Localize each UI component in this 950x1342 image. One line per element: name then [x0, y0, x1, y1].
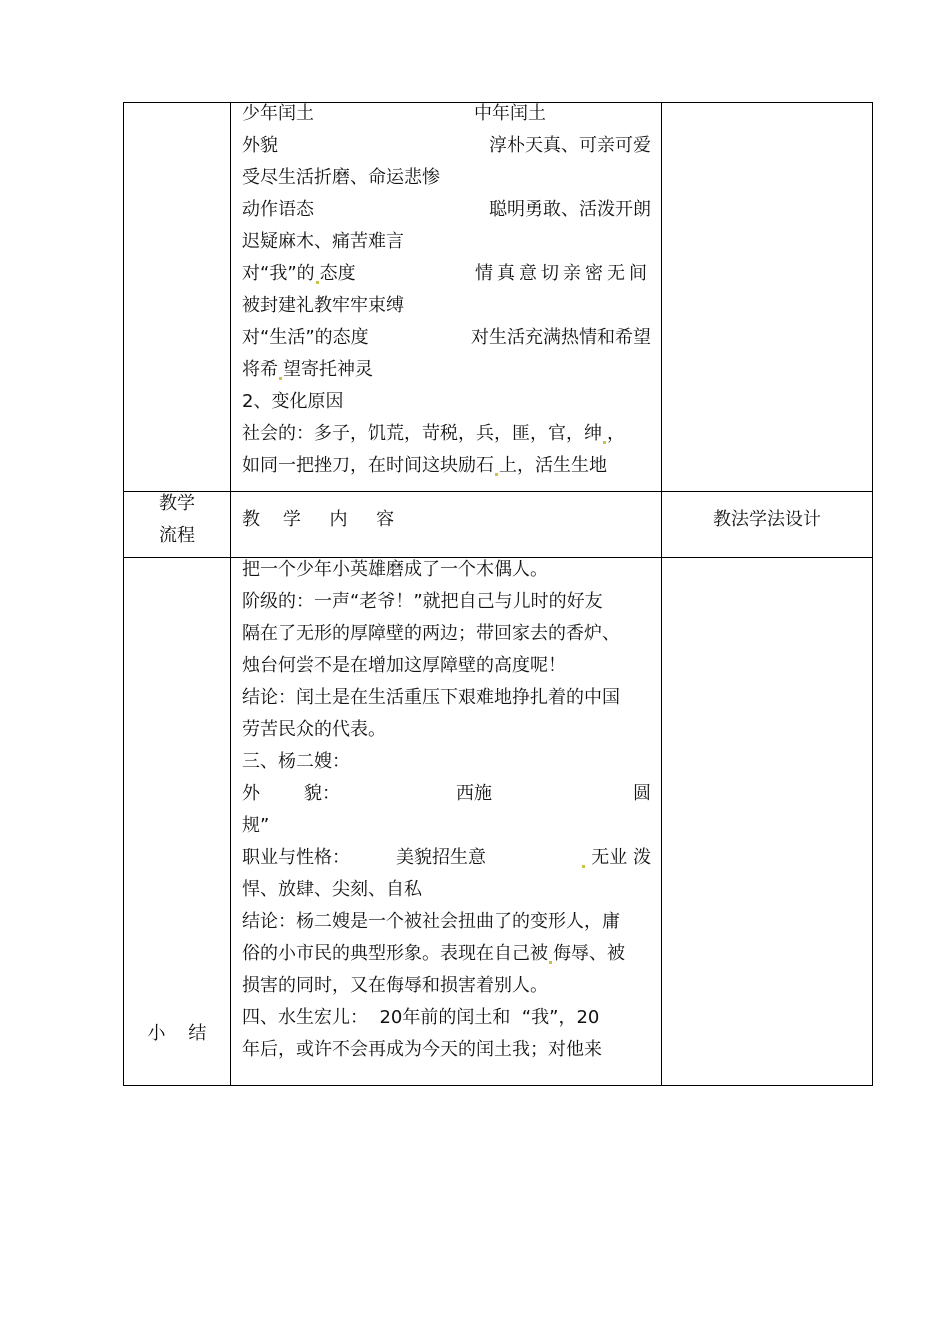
text-fragment: ，	[607, 423, 625, 444]
text-line: 规”	[242, 815, 270, 836]
header-flow-cell	[124, 488, 230, 552]
flow-label: 流程	[159, 525, 195, 546]
text-line: 把一个少年小英雄磨成了一个木偶人。	[242, 559, 548, 580]
text-line: 隔在了无形的厚障壁的两边；带回家去的香炉、	[242, 623, 620, 644]
design-heading: 教法学法设计	[713, 509, 821, 530]
text-line	[242, 98, 651, 130]
text-line	[242, 258, 651, 290]
text-line	[242, 778, 651, 810]
text-line: 年后，或许不会再成为今天的闰土我；对他来	[242, 1039, 602, 1060]
text-fragment: 如同一把挫刀，在时间这块励石	[242, 455, 494, 476]
text-fragment: 侮辱、被	[553, 943, 625, 964]
text-line	[242, 194, 651, 226]
text-line: 烛台何尝不是在增加这厚障壁的高度呢！	[242, 655, 566, 676]
column-divider-2	[661, 102, 662, 1086]
text-fragment: 淳朴天真、可亲可爱	[489, 135, 651, 156]
text-line: 损害的同时，又在侮辱和损害着别人。	[242, 975, 548, 996]
text-fragment: 美貌招生意	[396, 847, 486, 868]
marker-dot	[549, 961, 552, 964]
text-line: 四、水生宏儿： 20年前的闰土和 “我”，20	[242, 1007, 600, 1028]
text-fragment: 对生活充满热情和希望	[471, 327, 651, 348]
text-line	[242, 938, 651, 970]
top-content-cell	[242, 98, 651, 482]
text-fragment: 少年闰土	[242, 103, 314, 124]
text-line	[242, 842, 651, 874]
text-line: 迟疑麻木、痛苦难言	[242, 231, 404, 252]
text-fragment: 对“生活”的态度	[242, 327, 369, 348]
marker-dot	[582, 865, 585, 868]
text-line	[242, 418, 651, 450]
text-line	[242, 130, 651, 162]
text-line: 结论：杨二嫂是一个被社会扭曲了的变形人，庸	[242, 911, 620, 932]
text-fragment: 态度	[319, 263, 356, 284]
text-fragment: 上，活生生地	[499, 455, 607, 476]
bottom-content-cell	[242, 554, 651, 1066]
text-fragment: 望寄托神灵	[283, 359, 373, 380]
text-line: 受尽生活折磨、命运悲惨	[242, 167, 440, 188]
marker-dot	[495, 473, 498, 476]
marker-dot	[279, 377, 282, 380]
text-line: 2、变化原因	[242, 391, 344, 412]
summary-cell	[124, 1018, 230, 1050]
marker-dot	[603, 441, 606, 444]
table-bottom-border	[123, 1085, 873, 1086]
text-line: 结论：闰土是在生活重压下艰难地挣扎着的中国	[242, 687, 620, 708]
text-line: 悍、放肆、尖刻、自私	[242, 879, 422, 900]
text-line: 三、杨二嫂：	[242, 751, 350, 772]
header-top-border	[123, 491, 873, 492]
text-fragment: 对“我”的	[242, 263, 315, 284]
text-line	[242, 354, 651, 386]
marker-dot	[316, 281, 319, 284]
text-fragment: 聪明勇敢、活泼开朗	[489, 199, 651, 220]
text-line	[242, 322, 651, 354]
text-line	[242, 450, 651, 482]
text-fragment: 外貌	[242, 135, 278, 156]
header-content-cell	[242, 504, 651, 536]
column-divider-1	[230, 102, 231, 1086]
text-fragment: 外	[242, 783, 260, 804]
text-fragment: 无业 泼	[591, 847, 651, 868]
text-fragment: 职业与性格：	[242, 847, 350, 868]
text-fragment: 情真意切亲密无间	[475, 263, 651, 284]
text-line: 被封建礼教牢牢束缚	[242, 295, 404, 316]
text-line: 阶级的：一声“老爷！”就把自己与儿时的好友	[242, 591, 603, 612]
text-fragment: 社会的：多子，饥荒，苛税，兵，匪，官，绅	[242, 423, 602, 444]
table-right-border	[872, 102, 873, 1086]
text-fragment: 貌：	[304, 783, 340, 804]
text-fragment: 中年闰土	[474, 103, 546, 124]
table-left-border	[123, 102, 124, 1086]
summary-label: 小 结	[147, 1023, 207, 1044]
flow-label: 教学	[159, 493, 195, 514]
text-fragment: 动作语态	[242, 199, 314, 220]
text-line: 劳苦民众的代表。	[242, 719, 386, 740]
text-fragment: 将希	[242, 359, 278, 380]
text-fragment: 圆	[633, 783, 651, 804]
header-design-cell	[662, 504, 872, 536]
text-fragment: 西施	[456, 783, 492, 804]
content-heading: 教 学 内 容	[242, 509, 395, 530]
text-fragment: 俗的小市民的典型形象。表现在自己被	[242, 943, 548, 964]
